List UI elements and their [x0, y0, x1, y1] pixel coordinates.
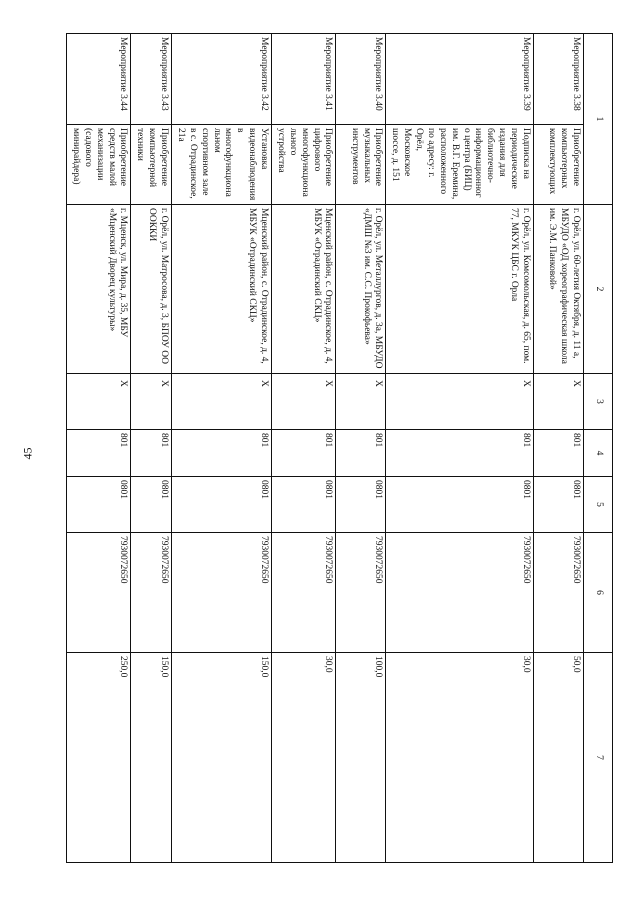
table-row — [534, 34, 584, 863]
address-cell: г. Орёл, ул. Комсомольская, д. 65, пом. 77, МКУК ЦБС г. Орла — [386, 205, 534, 374]
target-article-cell: 7930072650 — [131, 533, 172, 653]
amount-cell: 150,0 — [172, 653, 272, 863]
address-cell: г. Мценск, ул. Мира, д. 35, МБУ «Мценский Дворец культуры» — [67, 205, 131, 374]
event-name-cell: Установка видеонаблюдения в многофункциональном спортивном зале в с. Отрадинское, 21а — [172, 125, 272, 205]
event-number-cell: Мероприятие 3.42 — [172, 34, 272, 125]
amount-cell: 30,0 — [272, 653, 336, 863]
mark-cell: Х — [386, 374, 534, 430]
code-cell: 801 — [336, 430, 386, 477]
amount-cell: 250,0 — [67, 653, 131, 863]
address-cell: г. Орёл, ул. Матросова, д. 3, БПОУ ОО ООККИ — [131, 205, 172, 374]
event-name-cell: Подписка на периодические издания для библиотечно-информационного центра (БИЦ) им. В.Г. Еремина, расположенного по адресу: г. Орёл, Московское шоссе, д. 151 — [386, 125, 534, 205]
target-article-cell: 7930072650 — [272, 533, 336, 653]
address-cell: г. Орёл, ул. Металлургов, д. 3а, МБУДО «ДМШ №3 им. С.С. Прокофьева» — [336, 205, 386, 374]
event-number-cell: Мероприятие 3.39 — [386, 34, 534, 125]
code-cell: 801 — [534, 430, 584, 477]
code-cell: 801 — [272, 430, 336, 477]
amount-cell: 100,0 — [336, 653, 386, 863]
rotated-table-wrapper — [71, 33, 613, 862]
address-cell: Мценский район, с. Отрадинское, д. 4, МБУК «Отрадинский СКЦ» — [272, 205, 336, 374]
table-row — [386, 34, 534, 863]
header-cell: 4 — [584, 430, 613, 477]
mark-cell: Х — [272, 374, 336, 430]
header-row — [584, 34, 613, 863]
event-number-cell: Мероприятие 3.44 — [67, 34, 131, 125]
mark-cell: Х — [336, 374, 386, 430]
amount-cell: 50,0 — [534, 653, 584, 863]
event-number-cell: Мероприятие 3.43 — [131, 34, 172, 125]
event-name-cell: Приобретение компьютерной техники — [131, 125, 172, 205]
event-number-cell: Мероприятие 3.38 — [534, 34, 584, 125]
header-cell: 6 — [584, 533, 613, 653]
mark-cell: Х — [131, 374, 172, 430]
budget-table — [66, 33, 613, 863]
table-row — [336, 34, 386, 863]
code-cell: 801 — [131, 430, 172, 477]
table-row — [67, 34, 131, 863]
event-name-cell: Приобретение средств малой механизации (садового минирайдера) — [67, 125, 131, 205]
header-cell: 2 — [584, 205, 613, 374]
section-cell: 0801 — [386, 477, 534, 533]
header-cell: 5 — [584, 477, 613, 533]
section-cell: 0801 — [336, 477, 386, 533]
section-cell: 0801 — [172, 477, 272, 533]
mark-cell: Х — [67, 374, 131, 430]
header-cell: 3 — [584, 374, 613, 430]
header-cell: 7 — [584, 653, 613, 863]
address-cell: Мценский район, с. Отрадинское, д. 4, МБУК «Отрадинский СКЦ» — [172, 205, 272, 374]
event-name-cell: Приобретение цифрового многофункционального устройства — [272, 125, 336, 205]
target-article-cell: 7930072650 — [67, 533, 131, 653]
header-cell: 1 — [584, 34, 613, 205]
table-row — [172, 34, 272, 863]
page-number: 45 — [20, 447, 35, 460]
target-article-cell: 7930072650 — [386, 533, 534, 653]
code-cell: 801 — [67, 430, 131, 477]
section-cell: 0801 — [131, 477, 172, 533]
event-number-cell: Мероприятие 3.40 — [336, 34, 386, 125]
code-cell: 801 — [386, 430, 534, 477]
amount-cell: 30,0 — [386, 653, 534, 863]
event-name-cell: Приобретение музыкальных инструментов — [336, 125, 386, 205]
mark-cell: Х — [534, 374, 584, 430]
event-name-cell: Приобретение компьютерных комплектующих — [534, 125, 584, 205]
address-cell: г. Орёл, ул. 60-летия Октября, д. 11 а, МБУДО «ОД хореографическая школа им. Э.М. Панковой» — [534, 205, 584, 374]
mark-cell: Х — [172, 374, 272, 430]
section-cell: 0801 — [67, 477, 131, 533]
target-article-cell: 7930072650 — [534, 533, 584, 653]
target-article-cell: 7930072650 — [172, 533, 272, 653]
event-number-cell: Мероприятие 3.41 — [272, 34, 336, 125]
amount-cell: 150,0 — [131, 653, 172, 863]
section-cell: 0801 — [272, 477, 336, 533]
table-row — [131, 34, 172, 863]
target-article-cell: 7930072650 — [336, 533, 386, 653]
code-cell: 801 — [172, 430, 272, 477]
section-cell: 0801 — [534, 477, 584, 533]
table-row — [272, 34, 336, 863]
